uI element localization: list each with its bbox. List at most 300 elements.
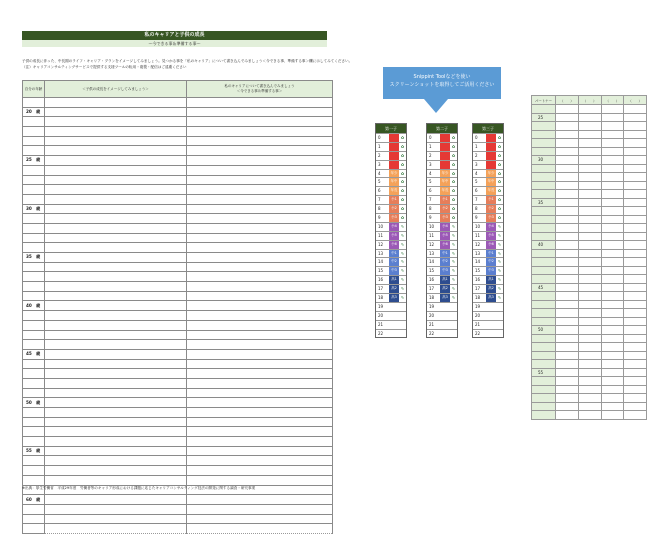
stage-marker-icon: ✿ [451, 152, 456, 158]
partner-cell[interactable] [556, 147, 579, 156]
career-cell[interactable] [187, 107, 333, 117]
partner-cell[interactable] [556, 139, 579, 148]
child-growth-cell[interactable] [45, 417, 187, 427]
partner-cell[interactable] [556, 334, 579, 343]
child-growth-cell[interactable] [45, 311, 187, 321]
partner-age-cell [532, 385, 556, 394]
stage-marker-icon: ✿ [400, 170, 405, 176]
partner-cell[interactable] [556, 275, 579, 284]
career-cell[interactable] [187, 398, 333, 408]
partner-cell[interactable] [624, 394, 647, 403]
career-cell[interactable] [187, 437, 333, 447]
career-cell[interactable] [187, 475, 333, 485]
partner-cell[interactable] [578, 402, 601, 411]
partner-cell[interactable] [624, 122, 647, 131]
career-cell[interactable] [187, 262, 333, 272]
partner-cell[interactable] [578, 351, 601, 360]
partner-cell[interactable] [624, 334, 647, 343]
partner-cell[interactable] [601, 156, 624, 165]
career-cell[interactable] [187, 291, 333, 301]
school-stage-cell: 年中 [389, 178, 399, 186]
partner-cell[interactable] [624, 130, 647, 139]
partner-cell[interactable] [624, 368, 647, 377]
partner-cell[interactable] [556, 351, 579, 360]
partner-cell[interactable] [556, 385, 579, 394]
career-cell[interactable] [187, 320, 333, 330]
child-age-row [473, 186, 503, 195]
partner-age-cell [532, 351, 556, 360]
partner-cell[interactable] [578, 258, 601, 267]
partner-cell[interactable] [601, 283, 624, 292]
partner-cell[interactable] [624, 224, 647, 233]
partner-cell[interactable] [624, 402, 647, 411]
partner-cell[interactable] [624, 105, 647, 114]
partner-cell[interactable] [624, 181, 647, 190]
partner-cell[interactable] [624, 113, 647, 122]
partner-cell[interactable] [556, 292, 579, 301]
partner-cell[interactable] [624, 241, 647, 250]
stage-marker-icon: ✎ [451, 250, 456, 256]
partner-cell[interactable] [578, 181, 601, 190]
partner-cell[interactable] [578, 122, 601, 131]
school-stage-cell: 高3 [389, 294, 399, 302]
partner-cell[interactable] [601, 343, 624, 352]
child-growth-cell[interactable] [45, 117, 187, 127]
partner-cell[interactable] [601, 266, 624, 275]
child-age-number: 5 [475, 179, 478, 185]
child-growth-cell[interactable] [45, 437, 187, 447]
school-stage-cell: 小4 [389, 223, 399, 231]
partner-row [532, 351, 647, 360]
partner-cell[interactable] [556, 402, 579, 411]
stage-marker-icon: ✿ [400, 135, 405, 140]
table-row [23, 127, 333, 137]
partner-cell[interactable] [578, 164, 601, 173]
partner-cell[interactable] [624, 317, 647, 326]
partner-cell[interactable] [601, 173, 624, 182]
age-cell [23, 427, 45, 437]
career-cell[interactable] [187, 233, 333, 243]
partner-cell[interactable] [578, 326, 601, 335]
child-growth-cell[interactable] [45, 359, 187, 369]
age-cell [23, 272, 45, 282]
school-stage-cell [440, 152, 450, 160]
partner-cell[interactable] [556, 215, 579, 224]
career-cell[interactable] [187, 349, 333, 359]
child-growth-cell[interactable] [45, 427, 187, 437]
partner-cell[interactable] [578, 105, 601, 114]
partner-cell[interactable] [578, 283, 601, 292]
age-column-header: 自分の年齢 [23, 81, 45, 98]
child-growth-cell[interactable] [45, 204, 187, 214]
partner-cell[interactable] [578, 360, 601, 369]
partner-cell[interactable] [556, 360, 579, 369]
career-cell[interactable] [187, 427, 333, 437]
partner-cell[interactable] [556, 224, 579, 233]
partner-cell[interactable] [624, 173, 647, 182]
partner-cell[interactable] [601, 122, 624, 131]
table-row [23, 107, 333, 117]
child-growth-cell[interactable] [45, 223, 187, 233]
partner-cell[interactable] [556, 317, 579, 326]
partner-cell[interactable] [624, 249, 647, 258]
partner-cell[interactable] [578, 224, 601, 233]
school-stage-cell: 高1 [389, 276, 399, 284]
child-rows [473, 133, 503, 337]
child-growth-cell[interactable] [45, 388, 187, 398]
career-cell[interactable] [187, 359, 333, 369]
stage-marker-icon: ✎ [451, 286, 456, 292]
partner-cell[interactable] [578, 300, 601, 309]
partner-cell[interactable] [578, 275, 601, 284]
partner-cell[interactable] [601, 164, 624, 173]
partner-cell[interactable] [556, 241, 579, 250]
partner-cell[interactable] [624, 190, 647, 199]
partner-cell[interactable] [624, 351, 647, 360]
partner-cell[interactable] [601, 249, 624, 258]
child-growth-cell[interactable] [45, 495, 187, 505]
age-cell [23, 194, 45, 204]
child-age-row [473, 169, 503, 178]
child-age-number: 8 [429, 206, 432, 212]
child-growth-cell[interactable] [45, 214, 187, 224]
partner-row [532, 360, 647, 369]
career-cell[interactable] [187, 98, 333, 108]
stage-marker-icon: ✿ [451, 197, 456, 203]
partner-cell[interactable] [578, 147, 601, 156]
partner-cell[interactable] [601, 113, 624, 122]
partner-cell[interactable] [556, 181, 579, 190]
partner-cell[interactable] [578, 173, 601, 182]
partner-cell[interactable] [556, 198, 579, 207]
partner-label: パートナー [532, 96, 556, 105]
child-growth-cell[interactable] [45, 107, 187, 117]
partner-cell[interactable] [624, 385, 647, 394]
partner-cell[interactable] [556, 249, 579, 258]
school-stage-cell: 中3 [486, 267, 496, 275]
school-stage-cell: 小2 [389, 205, 399, 213]
partner-cell[interactable] [601, 190, 624, 199]
table-row [23, 495, 333, 505]
career-cell[interactable] [187, 456, 333, 466]
child-growth-cell[interactable] [45, 369, 187, 379]
partner-cell[interactable] [601, 377, 624, 386]
partner-cell[interactable] [578, 292, 601, 301]
partner-cell[interactable] [556, 130, 579, 139]
child-age-number: 0 [378, 135, 381, 140]
partner-cell[interactable] [578, 334, 601, 343]
age-cell [23, 475, 45, 485]
partner-cell[interactable] [601, 326, 624, 335]
partner-cell[interactable] [601, 334, 624, 343]
child-growth-cell[interactable] [45, 165, 187, 175]
partner-cell[interactable] [578, 309, 601, 318]
career-cell[interactable] [187, 185, 333, 195]
partner-cell[interactable] [601, 139, 624, 148]
child-growth-cell[interactable] [45, 291, 187, 301]
partner-cell[interactable] [624, 411, 647, 420]
child-growth-cell[interactable] [45, 330, 187, 340]
callout-arrow-icon [424, 99, 448, 113]
age-cell [23, 214, 45, 224]
age-cell [23, 359, 45, 369]
career-cell[interactable] [187, 282, 333, 292]
partner-cell[interactable] [578, 377, 601, 386]
partner-cell[interactable] [556, 113, 579, 122]
partner-cell[interactable] [624, 139, 647, 148]
table-row [23, 117, 333, 127]
career-cell[interactable] [187, 136, 333, 146]
child-growth-cell[interactable] [45, 524, 187, 534]
partner-cell[interactable] [578, 215, 601, 224]
child-growth-cell[interactable] [45, 233, 187, 243]
child-column-2 [426, 123, 458, 338]
partner-cell[interactable] [556, 309, 579, 318]
partner-cell[interactable] [624, 258, 647, 267]
partner-cell[interactable] [556, 368, 579, 377]
career-cell[interactable] [187, 156, 333, 166]
child-age-number: 16 [429, 277, 435, 283]
career-cell[interactable] [187, 408, 333, 418]
partner-cell[interactable] [601, 317, 624, 326]
partner-cell[interactable] [556, 207, 579, 216]
age-cell [23, 320, 45, 330]
career-cell[interactable] [187, 127, 333, 137]
child-growth-cell[interactable] [45, 514, 187, 524]
child-growth-cell[interactable] [45, 446, 187, 456]
child-age-number: 10 [475, 223, 481, 229]
partner-cell[interactable] [601, 232, 624, 241]
partner-cell[interactable] [578, 317, 601, 326]
school-stage-cell: 年少 [389, 170, 399, 178]
partner-cell[interactable] [601, 224, 624, 233]
career-cell[interactable] [187, 214, 333, 224]
child-age-row [473, 195, 503, 204]
partner-cell[interactable] [624, 343, 647, 352]
school-stage-cell: 年長 [389, 187, 399, 195]
partner-cell[interactable] [578, 394, 601, 403]
career-cell[interactable] [187, 504, 333, 514]
child-rows [376, 133, 406, 337]
child-age-row [427, 169, 457, 178]
partner-cell[interactable] [601, 351, 624, 360]
partner-cell[interactable] [601, 147, 624, 156]
career-cell[interactable] [187, 466, 333, 476]
partner-cell[interactable] [601, 385, 624, 394]
partner-cell[interactable] [624, 164, 647, 173]
child-growth-cell[interactable] [45, 243, 187, 253]
partner-cell[interactable] [601, 394, 624, 403]
partner-cell[interactable] [601, 300, 624, 309]
career-cell[interactable] [187, 243, 333, 253]
career-cell[interactable] [187, 369, 333, 379]
child-growth-cell[interactable] [45, 98, 187, 108]
child-growth-cell[interactable] [45, 156, 187, 166]
career-cell[interactable] [187, 117, 333, 127]
child-growth-cell[interactable] [45, 301, 187, 311]
career-cell[interactable] [187, 175, 333, 185]
table-row [23, 214, 333, 224]
career-cell[interactable] [187, 272, 333, 282]
partner-cell[interactable] [624, 207, 647, 216]
partner-cell[interactable] [556, 173, 579, 182]
table-row [23, 262, 333, 272]
child-growth-cell[interactable] [45, 175, 187, 185]
career-cell[interactable] [187, 495, 333, 505]
child-growth-cell[interactable] [45, 349, 187, 359]
child-growth-cell[interactable] [45, 253, 187, 263]
child-growth-cell[interactable] [45, 194, 187, 204]
partner-cell[interactable] [556, 164, 579, 173]
partner-cell[interactable] [601, 368, 624, 377]
partner-cell[interactable] [624, 275, 647, 284]
career-cell[interactable] [187, 194, 333, 204]
career-cell[interactable] [187, 311, 333, 321]
partner-cell[interactable] [601, 207, 624, 216]
partner-row [532, 173, 647, 182]
child-growth-cell[interactable] [45, 146, 187, 156]
partner-cell[interactable] [601, 241, 624, 250]
partner-row [532, 309, 647, 318]
child-age-row [427, 177, 457, 186]
child-age-row [427, 329, 457, 338]
partner-cell[interactable] [624, 266, 647, 275]
partner-age-cell [532, 173, 556, 182]
partner-cell[interactable] [601, 105, 624, 114]
partner-cell[interactable] [624, 292, 647, 301]
partner-cell[interactable] [578, 368, 601, 377]
partner-cell[interactable] [601, 275, 624, 284]
stage-marker-icon: ✿ [497, 161, 502, 167]
child-growth-cell[interactable] [45, 340, 187, 350]
career-cell[interactable] [187, 223, 333, 233]
partner-cell[interactable] [578, 411, 601, 420]
partner-cell[interactable] [578, 385, 601, 394]
child-growth-cell[interactable] [45, 504, 187, 514]
child-growth-cell[interactable] [45, 136, 187, 146]
partner-cell[interactable] [601, 309, 624, 318]
partner-cell[interactable] [578, 241, 601, 250]
partner-cell[interactable] [624, 326, 647, 335]
child-column-title: 第二子 [427, 124, 457, 133]
partner-cell[interactable] [601, 411, 624, 420]
partner-cell[interactable] [601, 198, 624, 207]
partner-cell[interactable] [578, 156, 601, 165]
partner-cell[interactable] [556, 394, 579, 403]
partner-cell[interactable] [556, 377, 579, 386]
partner-cell[interactable] [556, 122, 579, 131]
partner-cell[interactable] [601, 215, 624, 224]
stage-marker-icon: ✿ [451, 206, 456, 212]
child-growth-cell[interactable] [45, 127, 187, 137]
career-cell[interactable] [187, 340, 333, 350]
partner-cell[interactable] [624, 147, 647, 156]
partner-cell[interactable] [556, 232, 579, 241]
partner-cell[interactable] [601, 181, 624, 190]
child-growth-cell[interactable] [45, 282, 187, 292]
partner-cell[interactable] [601, 292, 624, 301]
partner-cell[interactable] [578, 207, 601, 216]
career-cell[interactable] [187, 165, 333, 175]
partner-age-cell [532, 105, 556, 114]
partner-cell[interactable] [578, 190, 601, 199]
career-cell[interactable] [187, 388, 333, 398]
partner-cell[interactable] [556, 258, 579, 267]
partner-cell[interactable] [556, 190, 579, 199]
partner-cell[interactable] [556, 411, 579, 420]
child-growth-cell[interactable] [45, 398, 187, 408]
partner-cell[interactable] [601, 402, 624, 411]
partner-cell[interactable] [578, 198, 601, 207]
partner-cell[interactable] [578, 266, 601, 275]
career-cell[interactable] [187, 253, 333, 263]
child-growth-cell[interactable] [45, 272, 187, 282]
partner-cell[interactable] [578, 249, 601, 258]
partner-cell[interactable] [578, 113, 601, 122]
partner-cell[interactable] [624, 232, 647, 241]
partner-cell[interactable] [624, 360, 647, 369]
partner-cell[interactable] [624, 283, 647, 292]
child-growth-cell[interactable] [45, 475, 187, 485]
career-cell[interactable] [187, 301, 333, 311]
partner-cell[interactable] [556, 156, 579, 165]
career-cell[interactable] [187, 417, 333, 427]
career-cell[interactable] [187, 204, 333, 214]
partner-cell[interactable] [578, 343, 601, 352]
career-cell[interactable] [187, 330, 333, 340]
partner-row [532, 147, 647, 156]
career-cell[interactable] [187, 378, 333, 388]
partner-cell[interactable] [578, 130, 601, 139]
partner-cell[interactable] [578, 232, 601, 241]
career-cell[interactable] [187, 446, 333, 456]
partner-cell[interactable] [601, 130, 624, 139]
career-cell[interactable] [187, 514, 333, 524]
career-cell[interactable] [187, 146, 333, 156]
child-age-number: 3 [429, 161, 432, 167]
stage-marker-icon: ✿ [451, 188, 456, 194]
child-growth-cell[interactable] [45, 408, 187, 418]
child-age-number: 17 [429, 286, 435, 292]
partner-cell[interactable] [556, 300, 579, 309]
table-row [23, 156, 333, 166]
partner-cell[interactable] [556, 283, 579, 292]
child-growth-cell[interactable] [45, 456, 187, 466]
child-growth-cell[interactable] [45, 466, 187, 476]
partner-cell[interactable] [624, 215, 647, 224]
child-growth-cell[interactable] [45, 185, 187, 195]
partner-cell[interactable] [624, 300, 647, 309]
partner-cell[interactable] [624, 377, 647, 386]
partner-cell[interactable] [624, 156, 647, 165]
child-growth-cell[interactable] [45, 320, 187, 330]
partner-row [532, 368, 647, 377]
partner-cell[interactable] [556, 343, 579, 352]
school-stage-cell: 小2 [486, 205, 496, 213]
child-growth-cell[interactable] [45, 378, 187, 388]
career-cell[interactable] [187, 524, 333, 534]
partner-cell[interactable] [601, 360, 624, 369]
note-text: （注）キャリアコンサルティングサービスで提供する支援ツールの転用・複製・配信はご遠慮ください [22, 65, 187, 69]
partner-cell[interactable] [556, 266, 579, 275]
partner-cell[interactable] [624, 309, 647, 318]
partner-cell[interactable] [556, 105, 579, 114]
partner-cell[interactable] [601, 258, 624, 267]
partner-cell[interactable] [556, 326, 579, 335]
partner-cell[interactable] [624, 198, 647, 207]
partner-cell[interactable] [578, 139, 601, 148]
child-growth-cell[interactable] [45, 262, 187, 272]
